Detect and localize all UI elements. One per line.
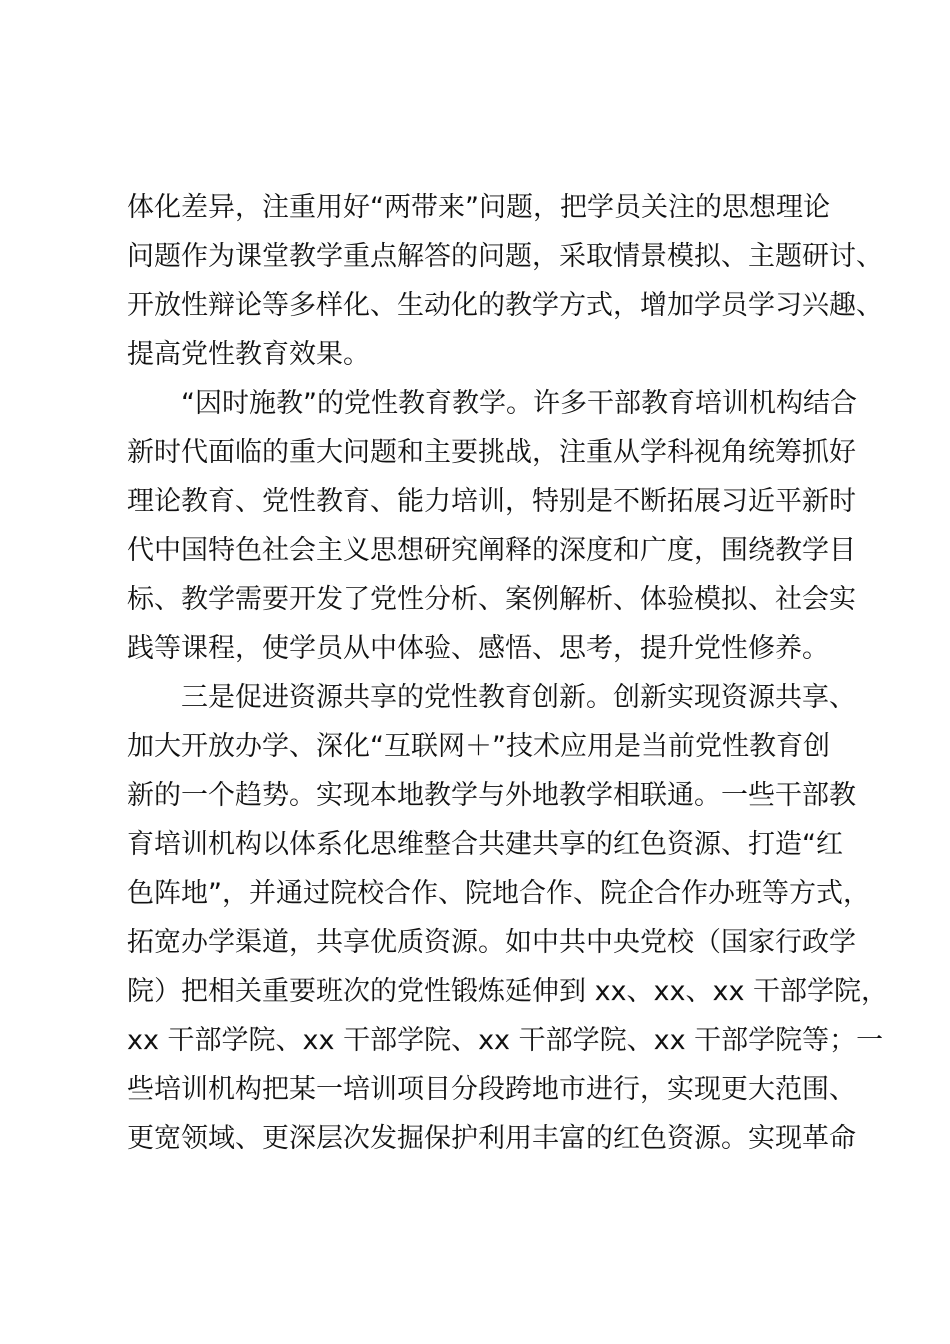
text-line: 加大开放办学、深化“互联网＋”技术应用是当前党性教育创 xyxy=(127,731,830,762)
text-line: 拓宽办学渠道，共享优质资源。如中共中央党校（国家行政学 xyxy=(127,927,856,958)
text-line: 色阵地”，并通过院校合作、院地合作、院企合作办班等方式， xyxy=(127,878,870,909)
text-line: 理论教育、党性教育、能力培训，特别是不断拓展习近平新时 xyxy=(127,486,856,517)
text-line: 新的一个趋势。实现本地教学与外地教学相联通。一些干部教 xyxy=(127,780,856,811)
text-line: 新时代面临的重大问题和主要挑战，注重从学科视角统筹抓好 xyxy=(127,437,856,468)
text-line: xx 干部学院、xx 干部学院、xx 干部学院、xx 干部学院等；一 xyxy=(127,1025,884,1056)
text-line: 代中国特色社会主义思想研究阐释的深度和广度，围绕教学目 xyxy=(127,535,856,566)
text-line: 标、教学需要开发了党性分析、案例解析、体验模拟、社会实 xyxy=(127,584,856,615)
body-text xyxy=(127,183,889,1163)
text-line: 更宽领域、更深层次发掘保护利用丰富的红色资源。实现革命 xyxy=(127,1123,856,1154)
text-line: 些培训机构把某一培训项目分段跨地市进行，实现更大范围、 xyxy=(127,1074,856,1105)
text-line: 开放性辩论等多样化、生动化的教学方式，增加学员学习兴趣、 xyxy=(127,290,883,321)
text-line: 三是促进资源共享的党性教育创新。创新实现资源共享、 xyxy=(127,682,856,713)
text-line: 育培训机构以体系化思维整合共建共享的红色资源、打造“红 xyxy=(127,829,843,860)
text-line: 体化差异，注重用好“两带来”问题，把学员关注的思想理论 xyxy=(127,192,830,223)
text-line: 院）把相关重要班次的党性锻炼延伸到 xx、xx、xx 干部学院， xyxy=(127,976,889,1007)
text-line: 践等课程，使学员从中体验、感悟、思考，提升党性修养。 xyxy=(127,633,829,664)
text-line: “因时施教”的党性教育教学。许多干部教育培训机构结合 xyxy=(127,388,857,419)
text-line: 问题作为课堂教学重点解答的问题，采取情景模拟、主题研讨、 xyxy=(127,241,883,272)
text-line: 提高党性教育效果。 xyxy=(127,339,370,370)
